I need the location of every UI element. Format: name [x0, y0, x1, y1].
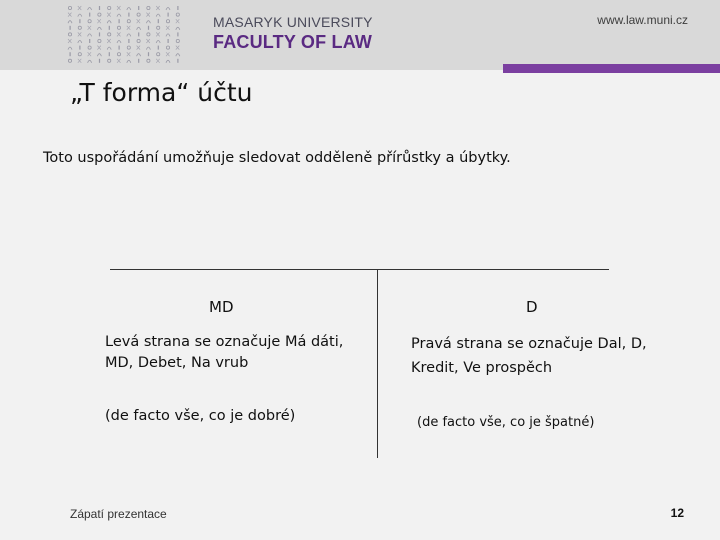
- logo-pattern-glyph: [117, 53, 120, 56]
- logo-pattern-glyph: [127, 46, 130, 49]
- logo-pattern-glyph: [127, 20, 130, 23]
- logo-pattern-glyph: [107, 39, 111, 43]
- logo-pattern-glyph: [156, 41, 160, 44]
- t-account-top-line: [110, 269, 609, 270]
- logo-pattern-glyph: [68, 21, 72, 24]
- right-description: Pravá strana se označuje Dal, D, Kredit, Ve prospěch: [411, 336, 647, 376]
- logo-pattern-glyph: [177, 59, 178, 63]
- logo-pattern-glyph: [146, 39, 150, 43]
- university-name: MASARYK UNIVERSITY: [213, 14, 373, 30]
- logo-pattern-glyph: [177, 32, 178, 36]
- logo-pattern-glyph: [128, 39, 129, 43]
- logo-pattern-glyph: [137, 19, 141, 23]
- logo-pattern-glyph: [148, 52, 149, 56]
- logo-pattern-glyph: [68, 33, 71, 36]
- accent-bar: [503, 64, 720, 73]
- logo-pattern-glyph: [137, 13, 140, 16]
- logo-pattern-glyph: [107, 21, 111, 24]
- logo-pattern-glyph: [127, 26, 131, 30]
- logo-pattern-glyph: [166, 60, 170, 63]
- slide-header: [0, 0, 720, 70]
- logo-pattern-glyph: [78, 53, 81, 56]
- logo-pattern-glyph: [98, 39, 101, 42]
- logo-pattern-glyph: [146, 21, 150, 24]
- logo-pattern-glyph: [97, 27, 101, 30]
- logo-pattern-glyph: [98, 13, 101, 16]
- logo-pattern-glyph: [117, 14, 121, 17]
- logo-pattern-glyph: [148, 26, 149, 30]
- logo-pattern-glyph: [158, 19, 159, 23]
- logo-pattern-glyph: [166, 20, 169, 23]
- logo-pattern-glyph: [109, 52, 110, 56]
- logo-pattern-glyph: [88, 52, 92, 56]
- website-url: www.law.muni.cz: [597, 13, 688, 27]
- logo-pattern-glyph: [79, 46, 80, 50]
- logo-pattern-glyph: [127, 8, 131, 11]
- slide-title: „T forma“ účtu: [70, 78, 253, 107]
- logo-pattern-glyph: [119, 19, 120, 23]
- logo-pattern-glyph: [117, 26, 120, 29]
- logo-pattern-glyph: [176, 39, 179, 42]
- logo-pattern-glyph: [117, 41, 121, 44]
- left-note: (de facto vše, co je dobré): [105, 408, 296, 424]
- logo-pattern-glyph: [70, 26, 71, 30]
- logo-pattern-glyph: [157, 53, 160, 56]
- logo-pattern-glyph: [97, 19, 101, 23]
- t-account-divider: [377, 270, 378, 458]
- footer-text: Zápatí prezentace: [70, 507, 167, 521]
- logo-pattern-glyph: [88, 8, 92, 11]
- logo-pattern-glyph: [166, 52, 170, 56]
- left-heading: MD: [209, 298, 234, 316]
- logo-pattern-glyph: [137, 39, 140, 42]
- logo-pattern-glyph: [88, 60, 92, 63]
- logo-pattern-glyph: [156, 14, 160, 17]
- logo-pattern-glyph: [168, 39, 169, 43]
- logo-pattern-glyph: [157, 26, 160, 29]
- right-heading: D: [526, 298, 538, 316]
- logo-pattern-glyph: [107, 13, 111, 17]
- logo-pattern-glyph: [78, 32, 82, 36]
- logo-pattern-glyph: [108, 6, 111, 9]
- logo-pattern-glyph: [137, 27, 141, 30]
- logo-pattern-glyph: [176, 46, 180, 50]
- logo-pattern-glyph: [119, 46, 120, 50]
- left-description: Levá strana se označuje Má dáti, MD, Debet, Na vrub: [105, 334, 344, 371]
- logo-pattern-glyph: [68, 39, 72, 43]
- logo-pattern-glyph: [78, 41, 82, 44]
- logo-pattern-glyph: [156, 32, 160, 36]
- logo-pattern-glyph: [89, 13, 90, 17]
- logo-pattern-glyph: [117, 59, 121, 63]
- logo-pattern-glyph: [166, 34, 170, 37]
- logo-pattern-glyph: [138, 32, 139, 36]
- logo-pattern-glyph: [166, 26, 170, 30]
- logo-pattern-glyph: [108, 33, 111, 36]
- logo-pattern-glyph: [176, 19, 180, 23]
- right-note: (de facto vše, co je špatné): [417, 415, 595, 430]
- logo-pattern-glyph: [88, 34, 92, 37]
- logo-pattern-glyph: [78, 26, 81, 29]
- logo-pattern-glyph: [88, 46, 91, 49]
- logo-pattern-glyph: [68, 59, 71, 62]
- logo-pattern-glyph: [166, 46, 169, 49]
- logo-pattern-glyph: [177, 6, 178, 10]
- logo-pattern-glyph: [137, 54, 141, 57]
- logo-pattern-glyph: [88, 26, 92, 30]
- logo-pattern-glyph: [146, 47, 150, 50]
- logo-pattern-glyph: [97, 46, 101, 50]
- logo-pattern-glyph: [147, 33, 150, 36]
- logo-pattern-glyph: [147, 59, 150, 62]
- logo-pattern-glyph: [158, 46, 159, 50]
- logo-pattern-glyph: [78, 59, 82, 63]
- logo-pattern-glyph: [128, 13, 129, 17]
- page-number: 12: [670, 506, 684, 520]
- logo-pattern-glyph: [117, 6, 121, 10]
- logo-pattern-glyph: [137, 46, 141, 50]
- logo-pattern-glyph: [88, 20, 91, 23]
- logo-pattern-glyph: [176, 27, 180, 30]
- logo-pattern-glyph: [107, 47, 111, 50]
- logo-pattern-glyph: [166, 8, 170, 11]
- logo-pattern-glyph: [176, 54, 180, 57]
- logo-pattern-glyph: [147, 6, 150, 9]
- logo-pattern-glyph: [99, 6, 100, 10]
- logo-pattern-icon: [64, 2, 186, 64]
- logo-pattern-glyph: [117, 32, 121, 36]
- logo-pattern-glyph: [138, 59, 139, 63]
- logo-pattern-glyph: [68, 6, 71, 9]
- logo-pattern-glyph: [78, 6, 82, 10]
- logo-pattern-glyph: [109, 26, 110, 30]
- logo-pattern-glyph: [127, 34, 131, 37]
- logo-pattern-glyph: [70, 52, 71, 56]
- logo-pattern-glyph: [99, 32, 100, 36]
- logo-pattern-glyph: [97, 54, 101, 57]
- logo-pattern-glyph: [108, 59, 111, 62]
- intro-text: Toto uspořádání umožňuje sledovat odděleně přírůstky a úbytky.: [43, 150, 511, 166]
- logo-pattern-glyph: [68, 47, 72, 50]
- logo-pattern-glyph: [127, 52, 131, 56]
- logo-pattern-glyph: [156, 6, 160, 10]
- logo-pattern-glyph: [78, 14, 82, 17]
- logo-pattern-glyph: [168, 13, 169, 17]
- logo-pattern-glyph: [99, 59, 100, 63]
- logo-pattern-glyph: [146, 13, 150, 17]
- logo-pattern-glyph: [156, 59, 160, 63]
- logo-pattern-glyph: [176, 13, 179, 16]
- logo-pattern-glyph: [127, 60, 131, 63]
- faculty-name: FACULTY OF LAW: [213, 32, 373, 52]
- logo-pattern-glyph: [138, 6, 139, 10]
- logo-pattern-glyph: [68, 13, 72, 17]
- logo-pattern-glyph: [89, 39, 90, 43]
- logo-pattern-glyph: [79, 19, 80, 23]
